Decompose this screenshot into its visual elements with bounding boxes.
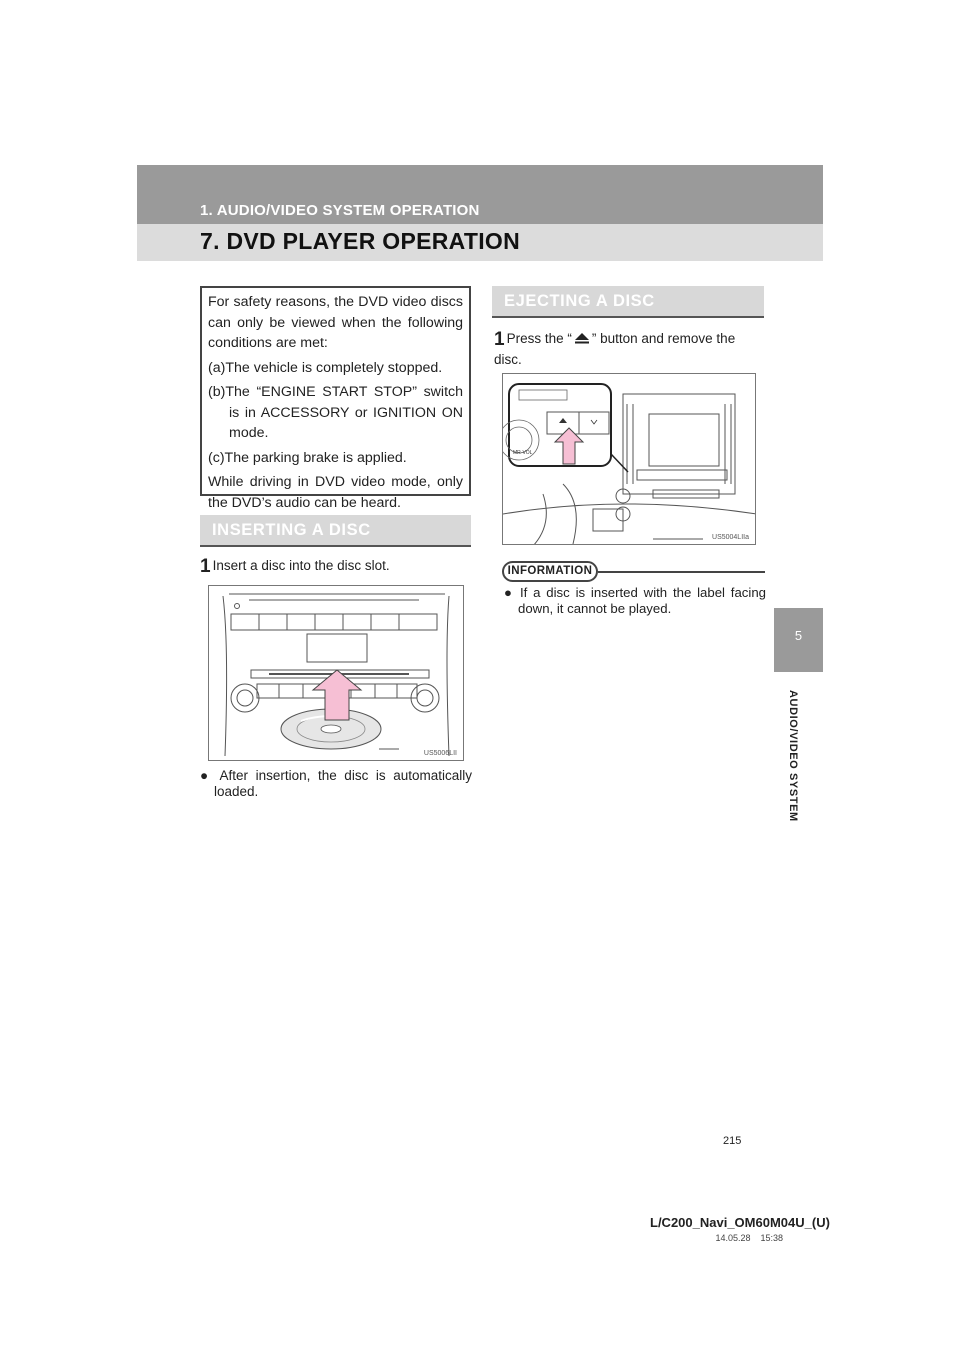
eject-step-text-before: Press the “: [506, 331, 572, 346]
eject-disc-illustration: [502, 373, 756, 545]
audio-unit-front-drawing: [209, 586, 464, 761]
condition-b: (b)The “ENGINE START STOP” switch is in ACCESSORY or IGNITION ON mode.: [208, 384, 463, 441]
insert-step: [200, 556, 472, 577]
eject-step: [494, 329, 766, 370]
page-number: 215: [723, 1135, 742, 1147]
insert-step-text: Insert a disc into the disc slot.: [212, 558, 390, 573]
safety-intro: For safety reasons, the DVD video discs can only be viewed when the following conditions are met:: [208, 294, 463, 351]
document-id: L/C200_Navi_OM60M04U_(U): [650, 1215, 830, 1230]
callout-box: [503, 384, 611, 466]
eject-step-number: 1: [494, 329, 505, 350]
document-timestamp: 14.05.28 15:38: [715, 1233, 783, 1243]
insert-note-text: After insertion, the disc is automatically loaded.: [214, 768, 472, 799]
section-title: 1. AUDIO/VIDEO SYSTEM OPERATION: [200, 202, 480, 219]
inserting-disc-heading: INSERTING A DISC: [212, 521, 371, 539]
knob-label: MR-VOL: [513, 450, 533, 456]
safety-outro: While driving in DVD video mode, only the DVD’s audio can be heard.: [208, 474, 463, 511]
inserting-disc-heading-bar: [200, 515, 471, 547]
insert-disc-illustration: [208, 585, 464, 761]
bullet-icon: ●: [504, 585, 520, 600]
information-note-text: If a disc is inserted with the label facing down, it cannot be played.: [518, 585, 766, 616]
bullet-icon: ●: [200, 768, 220, 783]
chapter-number: 5: [794, 628, 803, 643]
ejecting-disc-heading: EJECTING A DISC: [504, 292, 655, 310]
information-rule: [598, 571, 765, 573]
ejecting-disc-heading-bar: [492, 286, 764, 318]
figure-code: US5006LII: [423, 750, 457, 757]
insert-step-number: 1: [200, 556, 211, 577]
figure-code: US5004LIIa: [712, 534, 749, 541]
eject-icon: [574, 330, 590, 350]
page-title: 7. DVD PLAYER OPERATION: [200, 228, 521, 254]
eject-step-text-after: ” button and remove the disc.: [494, 331, 736, 367]
insert-note: [200, 768, 472, 799]
condition-a: (a)The vehicle is completely stopped.: [208, 359, 443, 376]
condition-c: (c)The parking brake is applied.: [208, 449, 407, 466]
information-label: INFORMATION: [502, 561, 598, 582]
information-note: [504, 585, 766, 616]
safety-notice-box: [200, 286, 471, 511]
dashboard-drawing: [503, 374, 756, 545]
chapter-label: AUDIO/VIDEO SYSTEM: [787, 690, 799, 822]
